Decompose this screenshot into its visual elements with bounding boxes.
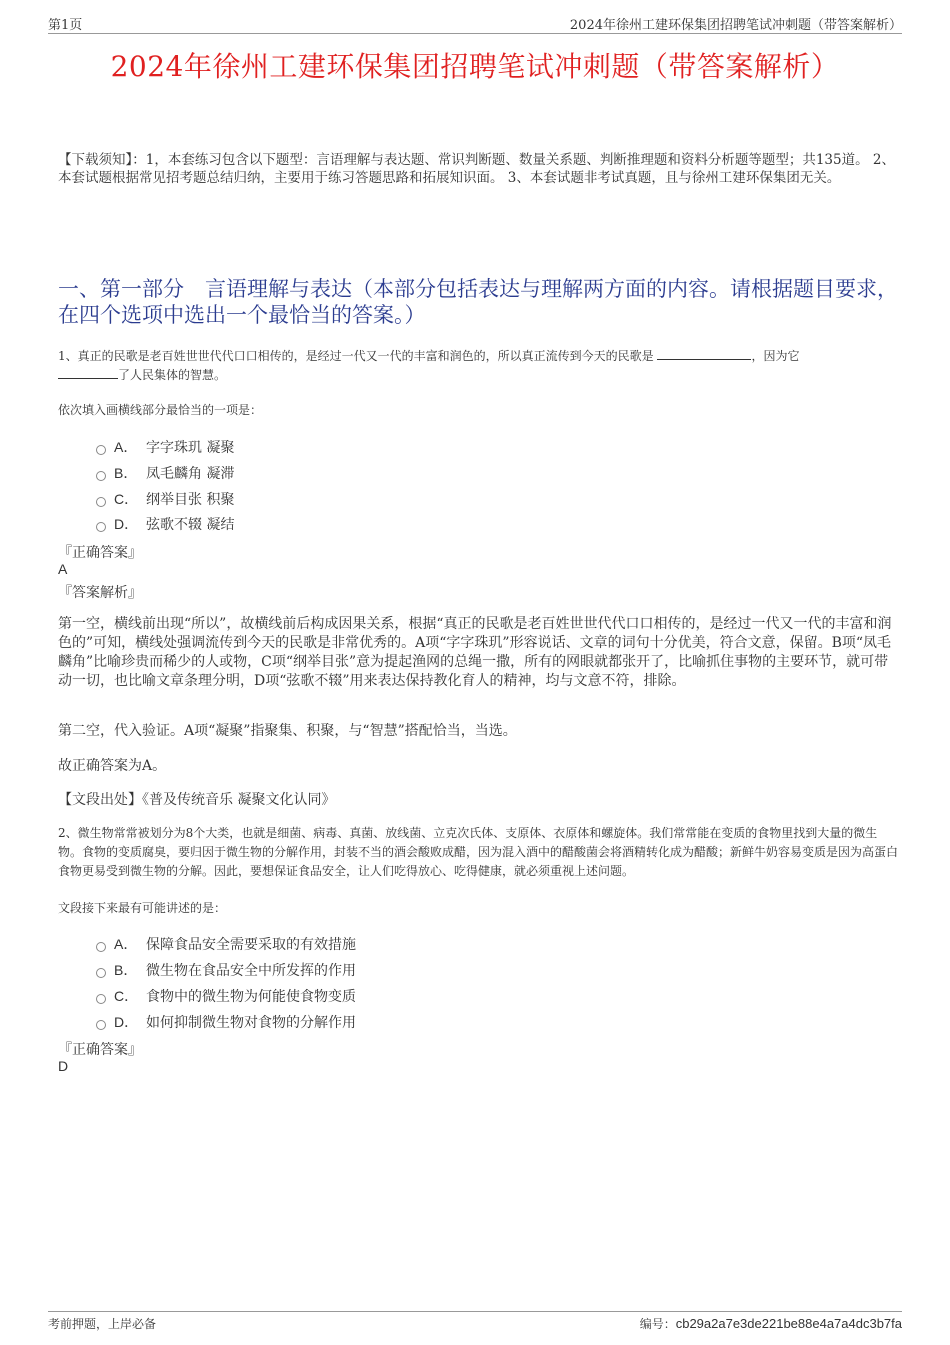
footer-slogan: 考前押题，上岸必备: [48, 1317, 157, 1331]
question-2-prompt: 文段接下来最有可能讲述的是：: [58, 901, 227, 915]
passage-source: 【文段出处】《普及传统音乐 凝聚文化认同》: [58, 792, 336, 808]
analysis-paragraph-2: 第二空，代入验证。A项“凝聚”指聚集、积聚，与“智慧”搭配恰当，当选。: [58, 723, 517, 739]
document-title: 2024年徐州工建环保集团招聘笔试冲刺题（带答案解析）: [110, 50, 840, 83]
radio-icon[interactable]: [96, 1020, 106, 1030]
analysis-conclusion: 故正确答案为A。: [58, 758, 167, 774]
radio-icon[interactable]: [96, 497, 106, 507]
question-2-option-a[interactable]: A． 保障食品安全需要采取的有效措施: [96, 934, 356, 954]
correct-answer-value: A: [58, 561, 68, 577]
radio-icon[interactable]: [96, 471, 106, 481]
correct-answer-label: 『正确答案』: [58, 545, 142, 561]
question-2-option-c[interactable]: C． 食物中的微生物为何能使食物变质: [96, 986, 356, 1006]
footer-divider: [48, 1311, 902, 1312]
question-2-option-d[interactable]: D． 如何抑制微生物对食物的分解作用: [96, 1012, 356, 1032]
answer-analysis-label: 『答案解析』: [58, 585, 142, 601]
fill-blank-1: [657, 347, 751, 360]
question-2-stem: 2、微生物常常被划分为8个大类，也就是细菌、病毒、真菌、放线菌、立克次氏体、支原体、衣原体和螺旋体。我们常常能在变质的食物里找到大量的微生物。食物的变质腐臭，要归因于微生物的分解作用，封装不当的酒会酸败成醋，因为混入酒中的醋酸菌会将酒精转化成为醋酸；新鲜牛奶容易变质是因为高蛋白食物更易受到微生物的分解。因此，要想保证食品安全，让人们吃得放心、吃得健康，就必须重视上述问题。: [58, 826, 899, 878]
question-1-prompt: 依次填入画横线部分最恰当的一项是：: [58, 403, 263, 417]
radio-icon[interactable]: [96, 445, 106, 455]
question-2-option-b[interactable]: B． 微生物在食品安全中所发挥的作用: [96, 960, 356, 980]
correct-answer-label: 『正确答案』: [58, 1042, 142, 1058]
header-doc-title: 2024年徐州工建环保集团招聘笔试冲刺题（带答案解析）: [569, 18, 902, 33]
footer-code: 编号：cb29a2a7e3de221be88e4a7a4dc3b7fa: [639, 1316, 902, 1331]
fill-blank-2: [58, 366, 118, 379]
question-1-option-a[interactable]: A． 字字珠玑 凝聚: [96, 437, 234, 457]
question-1-option-b[interactable]: B． 凤毛麟角 凝滞: [96, 463, 234, 483]
radio-icon[interactable]: [96, 522, 106, 532]
question-1-option-d[interactable]: D． 弦歌不辍 凝结: [96, 514, 234, 534]
page-number: 第1页: [48, 18, 83, 33]
radio-icon[interactable]: [96, 968, 106, 978]
analysis-paragraph-1: 第一空，横线前出现“所以”，故横线前后构成因果关系，根据“真正的民歌是老百姓世世代代口口相传的，是经过一代又一代的丰富和润色的”可知，横线处强调流传到今天的民歌是非常优秀的。A项“字字珠玑”形容说话、文章的词句十分优美，符合文意，保留。B项“凤毛麟角”比喻珍贵而稀少的人或物，C项“纲举目张”意为提起渔网的总绳一撒，所有的网眼就都张开了，比喻抓住事物的主要环节，就可带动一切，也比喻文章条理分明，D项“弦歌不辍”用来表达保持教化育人的精神，均与文意不符，排除。: [58, 616, 892, 689]
radio-icon[interactable]: [96, 994, 106, 1004]
correct-answer-value: D: [58, 1058, 69, 1074]
section-heading: 一、第一部分 言语理解与表达（本部分包括表达与理解两方面的内容。请根据题目要求，在四个选项中选出一个最恰当的答案。）: [58, 277, 898, 327]
header-divider: [48, 33, 902, 34]
radio-icon[interactable]: [96, 942, 106, 952]
question-1-option-c[interactable]: C． 纲举目张 积聚: [96, 489, 234, 509]
question-1-stem: 1、真正的民歌是老百姓世世代代口口相传的，是经过一代又一代的丰富和润色的，所以真正流传到今天的民歌是 ，因为它 了人民集体的智慧。: [58, 349, 800, 382]
download-notice: 【下载须知】：1，本套练习包含以下题型：言语理解与表达题、常识判断题、数量关系题、判断推理题和资料分析题等题型；共135道。 2、本套试题根据常见招考题总结归纳，主要用于练习答题思路和拓展知识面。 3、本套试题非考试真题，且与徐州工建环保集团无关。: [58, 152, 895, 186]
